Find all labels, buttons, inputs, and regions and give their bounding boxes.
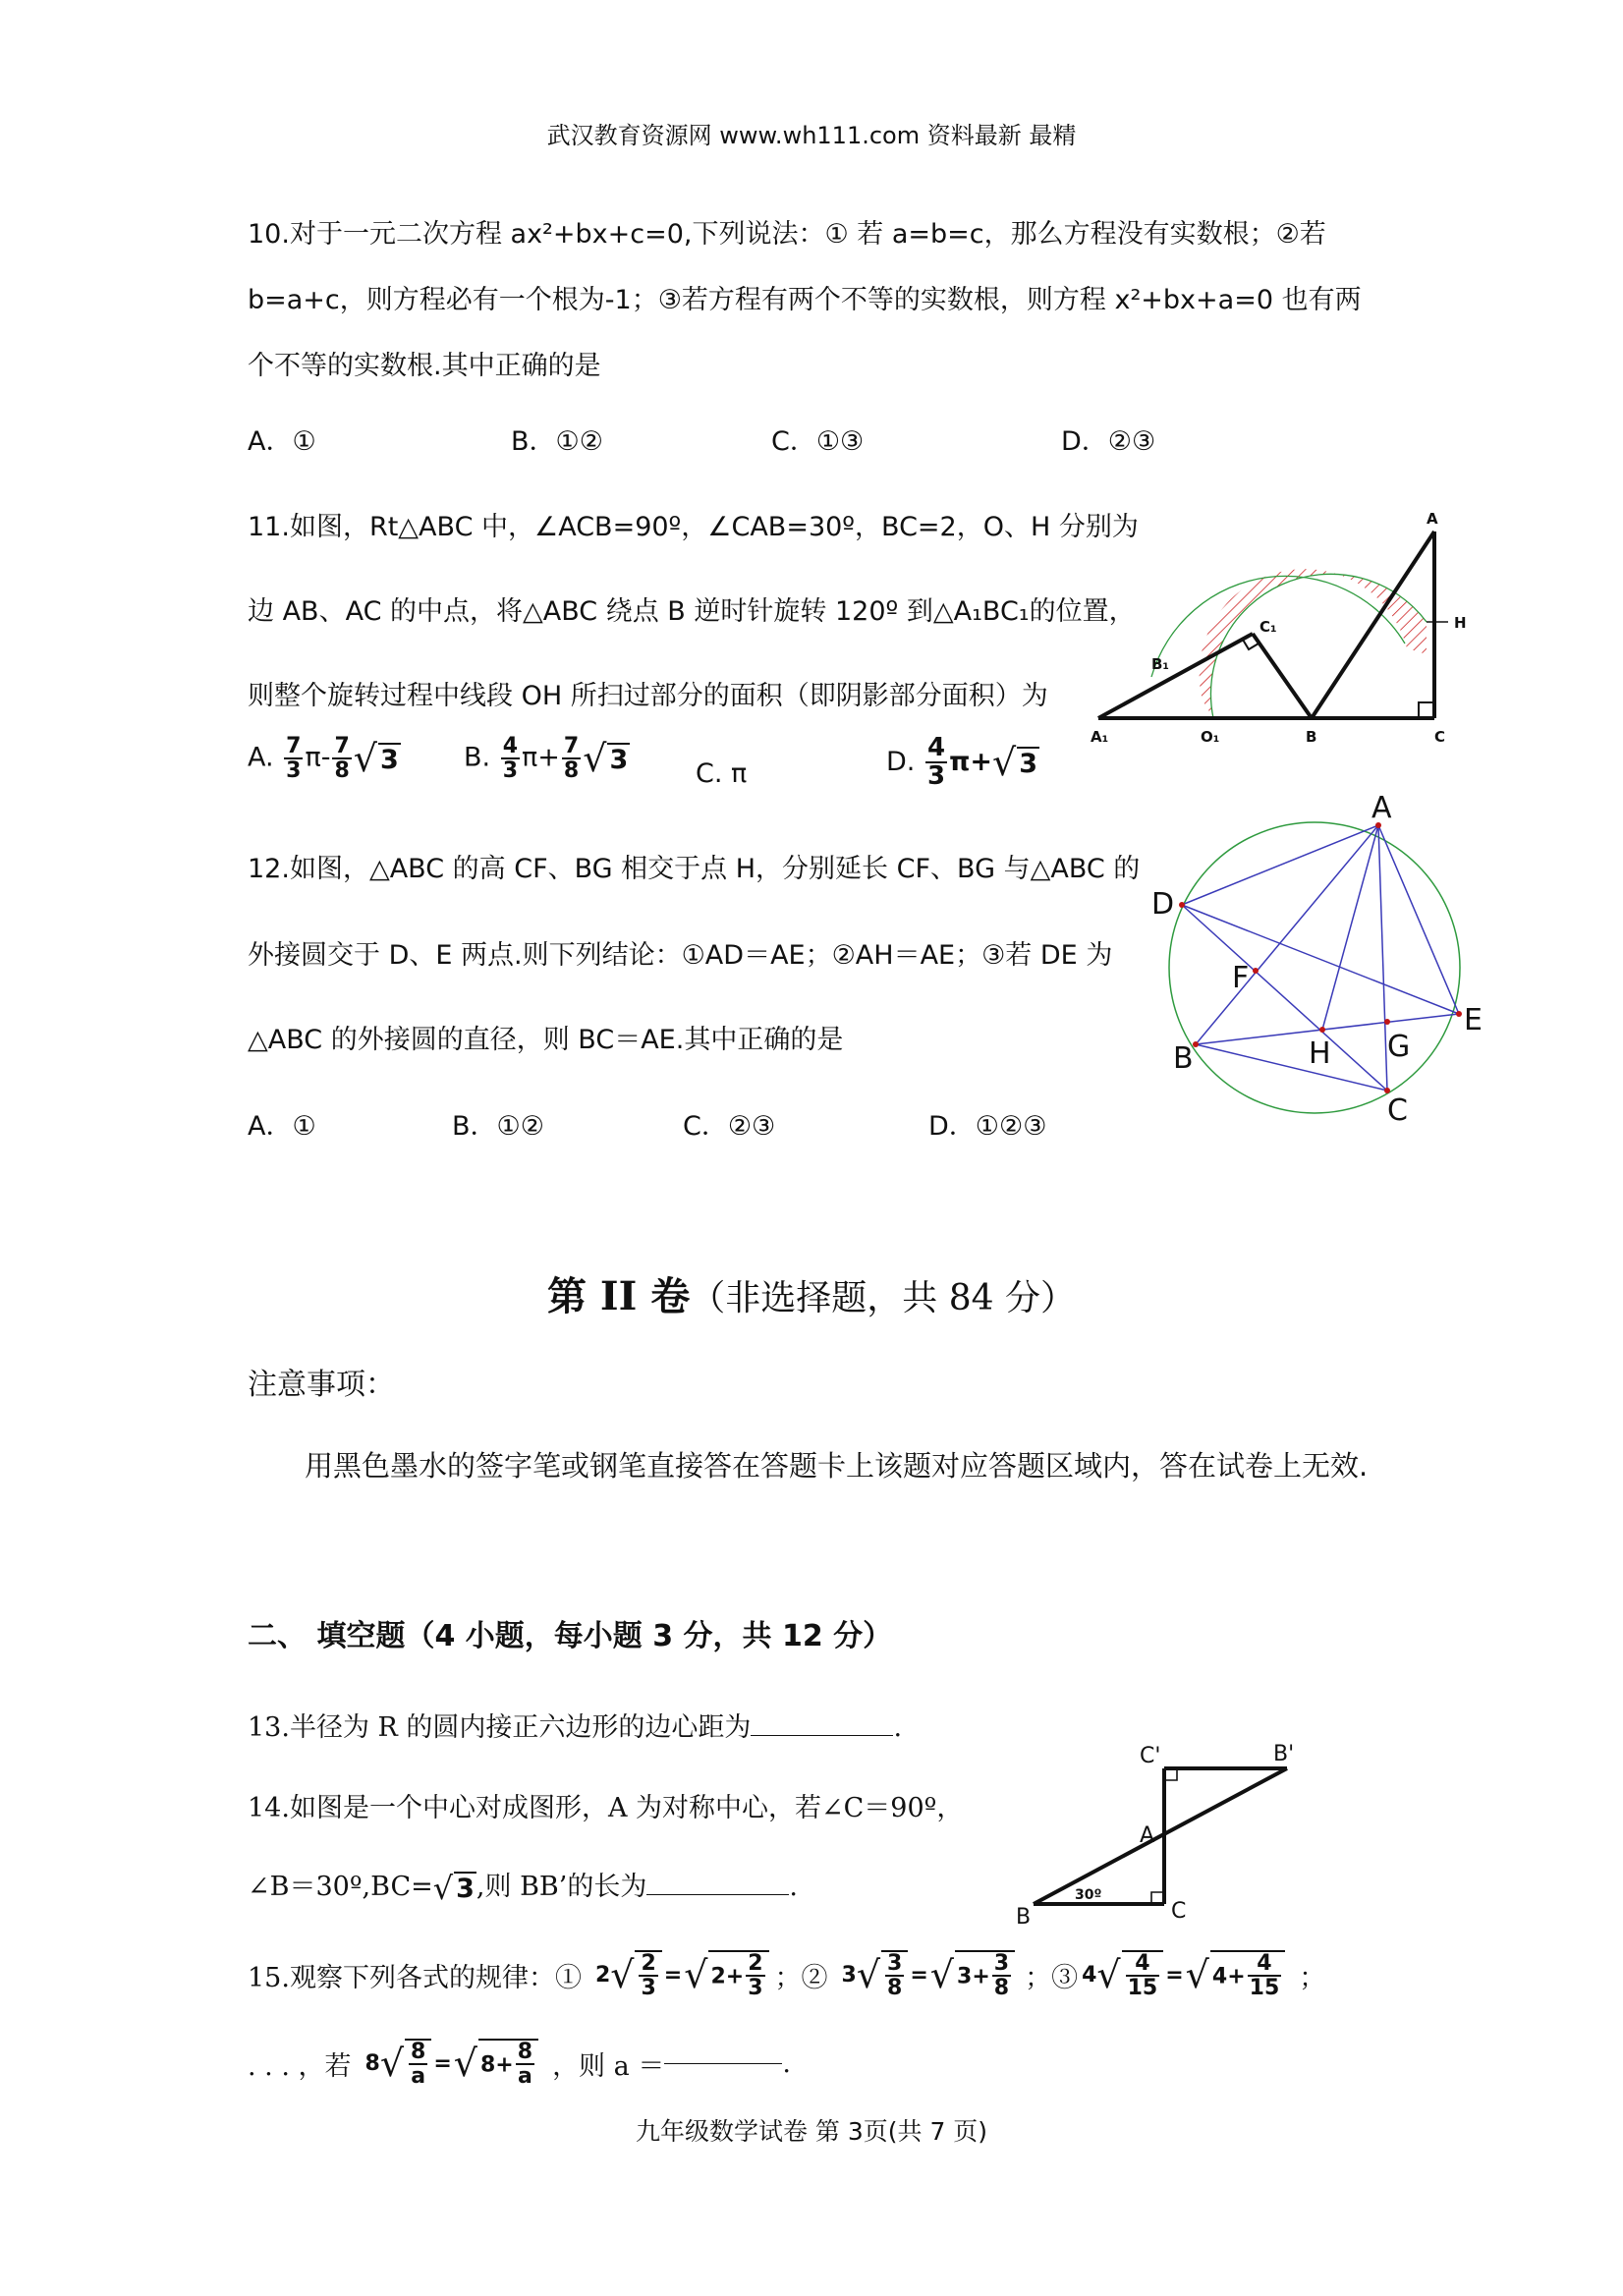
right-angle-c bbox=[1419, 702, 1434, 718]
q14-line1: 14.如图是一个中心对成图形，A 为对称中心，若∠C＝90º， bbox=[248, 1793, 964, 1823]
fig12-label-a: A bbox=[1371, 791, 1392, 825]
fig14-label-a: A bbox=[1140, 1823, 1155, 1848]
fig12-label-c: C bbox=[1387, 1093, 1408, 1128]
inner-arc bbox=[1151, 576, 1405, 677]
q10-option-a: A．① bbox=[248, 426, 316, 457]
fig11-label-a: A bbox=[1427, 510, 1438, 528]
section-title bbox=[0, 1265, 1623, 1321]
fig11-label-b1: B₁ bbox=[1151, 655, 1170, 673]
section-title-sub: （非选择题，共 84 分） bbox=[690, 1278, 1076, 1318]
fig11-label-b: B bbox=[1306, 728, 1317, 746]
page-header: 武汉教育资源网 www.wh111.com 资料最新 最精 bbox=[546, 122, 1077, 149]
q10-line1: 10.对于一元二次方程 ax²+bx+c=0,下列说法：① 若 a=b=c，那么方程没有实数根；②若 bbox=[248, 219, 1326, 250]
part2-title: 二、 填空题（4 小题，每小题 3 分，共 12 分） bbox=[248, 1619, 893, 1653]
fig14-label-bp: B' bbox=[1273, 1742, 1295, 1766]
point-e bbox=[1456, 1011, 1462, 1017]
q12-option-d: D．①②③ bbox=[928, 1111, 1047, 1142]
line-de bbox=[1182, 905, 1459, 1014]
fig14-label-cp: C' bbox=[1140, 1744, 1161, 1768]
q10-line3: 个不等的实数根.其中正确的是 bbox=[248, 351, 601, 381]
q12-option-b: B．①② bbox=[452, 1111, 544, 1142]
side-c1b bbox=[1253, 634, 1312, 718]
notes-title: 注意事项： bbox=[248, 1368, 395, 1402]
fig12-label-b: B bbox=[1173, 1041, 1194, 1076]
line-ah bbox=[1322, 825, 1378, 1030]
q15-blank[interactable] bbox=[664, 2063, 782, 2064]
fig14-label-b: B bbox=[1016, 1905, 1032, 1926]
fig11-label-a1: A₁ bbox=[1091, 728, 1109, 746]
fig11-label-c1: C₁ bbox=[1259, 618, 1277, 636]
q12-option-c: C．②③ bbox=[683, 1111, 776, 1142]
point-h bbox=[1319, 1027, 1325, 1033]
q11-line1: 11.如图，Rt△ABC 中，∠ACB=90º，∠CAB=30º，BC=2，O、H 分别为 bbox=[248, 512, 1139, 542]
q15-expr4: 8 √ $\frac{8}{a}$ = √ 8+ $\frac{8}{a}$ bbox=[365, 2039, 539, 2088]
side-a1c1 bbox=[1098, 634, 1253, 718]
q11-option-a: A. $\frac{7}{3}$ π- $\frac{7}{8}$ √ 3 bbox=[248, 734, 399, 784]
q14-blank[interactable] bbox=[646, 1894, 789, 1895]
q11-line2: 边 AB、AC 的中点，将△ABC 绕点 B 逆时针旋转 120º 到△A₁BC₁的位置， bbox=[248, 596, 1136, 627]
section-title-main: 第 II 卷 bbox=[547, 1273, 691, 1319]
q12-line3: △ABC 的外接圆的直径，则 BC＝AE.其中正确的是 bbox=[248, 1025, 844, 1055]
fig14-label-angle: 30º bbox=[1075, 1887, 1102, 1903]
q12-option-a: A．① bbox=[248, 1111, 316, 1142]
fig11-label-o1: O₁ bbox=[1201, 728, 1220, 746]
q14-line2: ∠B＝30º,BC=√ 3,则 BB’的长为 . bbox=[248, 1869, 798, 1907]
q15-expr2: 3 √ $\frac{3}{8}$ = √ 3+ $\frac{3}{8}$ bbox=[842, 1950, 1016, 1999]
q11-option-c: C. π bbox=[696, 758, 748, 789]
fig11-label-h: H bbox=[1454, 614, 1467, 632]
q11-option-b: B. $\frac{4}{3}$ π+ $\frac{7}{8}$ √ 3 bbox=[464, 734, 629, 784]
point-d bbox=[1179, 902, 1185, 908]
q15-expr1: 2 √ $\frac{2}{3}$ = √ 2+ $\frac{2}{3}$ bbox=[595, 1950, 769, 1999]
q10-option-b: B．①② bbox=[511, 426, 603, 457]
triangle-abc bbox=[1196, 825, 1387, 1091]
q10-option-c: C．①③ bbox=[771, 426, 865, 457]
q13-blank[interactable] bbox=[751, 1735, 893, 1736]
line-dc bbox=[1182, 905, 1387, 1091]
side-bb bbox=[1034, 1768, 1287, 1904]
fig11-label-c: C bbox=[1434, 728, 1446, 746]
fig12-label-e: E bbox=[1464, 1003, 1483, 1037]
q10-option-d: D．②③ bbox=[1061, 426, 1156, 457]
page-footer: 九年级数学试卷 第 3页(共 7 页) bbox=[635, 2117, 988, 2146]
fig12-label-h: H bbox=[1309, 1036, 1331, 1071]
fig12-label-g: G bbox=[1387, 1030, 1411, 1064]
q10-line2: b=a+c，则方程必有一个根为-1；③若方程有两个不等的实数根，则方程 x²+bx+a=0 也有两 bbox=[248, 285, 1362, 315]
fig14-label-c: C bbox=[1171, 1899, 1187, 1924]
q15-line2: . . . ，若 8 √ $\frac{8}{a}$ = √ 8+ $\frac{8}{a}$ ，则 a ＝ . bbox=[248, 2040, 791, 2090]
q12-line2: 外接圆交于 D、E 两点.则下列结论：①AD＝AE；②AH＝AE；③若 DE 为 bbox=[248, 940, 1113, 971]
fig12-label-d: D bbox=[1151, 887, 1175, 922]
point-f bbox=[1253, 968, 1259, 974]
fig12-label-f: F bbox=[1232, 961, 1250, 995]
q11-figure bbox=[1091, 506, 1483, 752]
q15-line1: 15.观察下列各式的规律：① 2 √ $\frac{2}{3}$ = √ 2+ $\frac{2}{3}$ ；② 3 √ $\frac{3}{8}$ = √ 3+ $\frac{3}{8}$ ；③ 4 √ $\frac{4}{15}$ = √ 4+ $\frac{4}{15}$ ； bbox=[248, 1951, 1326, 2001]
q12-figure bbox=[1130, 786, 1503, 1140]
q11-option-d: D. $\frac{4}{3}$ π+√ 3 bbox=[886, 733, 1038, 792]
notes-body: 用黑色墨水的签字笔或钢笔直接答在答题卡上该题对应答题区域内，答在试卷上无效. bbox=[305, 1449, 1369, 1483]
q15-expr3: 4 √ $\frac{4}{15}$ = √ 4+ $\frac{4}{15}$ bbox=[1082, 1950, 1285, 1999]
point-g bbox=[1384, 1019, 1390, 1025]
q12-line1: 12.如图，△ABC 的高 CF、BG 相交于点 H，分别延长 CF、BG 与△ABC 的 bbox=[248, 854, 1141, 884]
point-b bbox=[1193, 1041, 1199, 1047]
q14-figure bbox=[1012, 1729, 1307, 1926]
line-ae bbox=[1378, 825, 1459, 1014]
q13: 13.半径为 R 的圆内接正六边形的边心距为 . bbox=[248, 1712, 903, 1743]
q11-line3: 则整个旋转过程中线段 OH 所扫过部分的面积（即阴影部分面积）为 bbox=[248, 681, 1048, 711]
